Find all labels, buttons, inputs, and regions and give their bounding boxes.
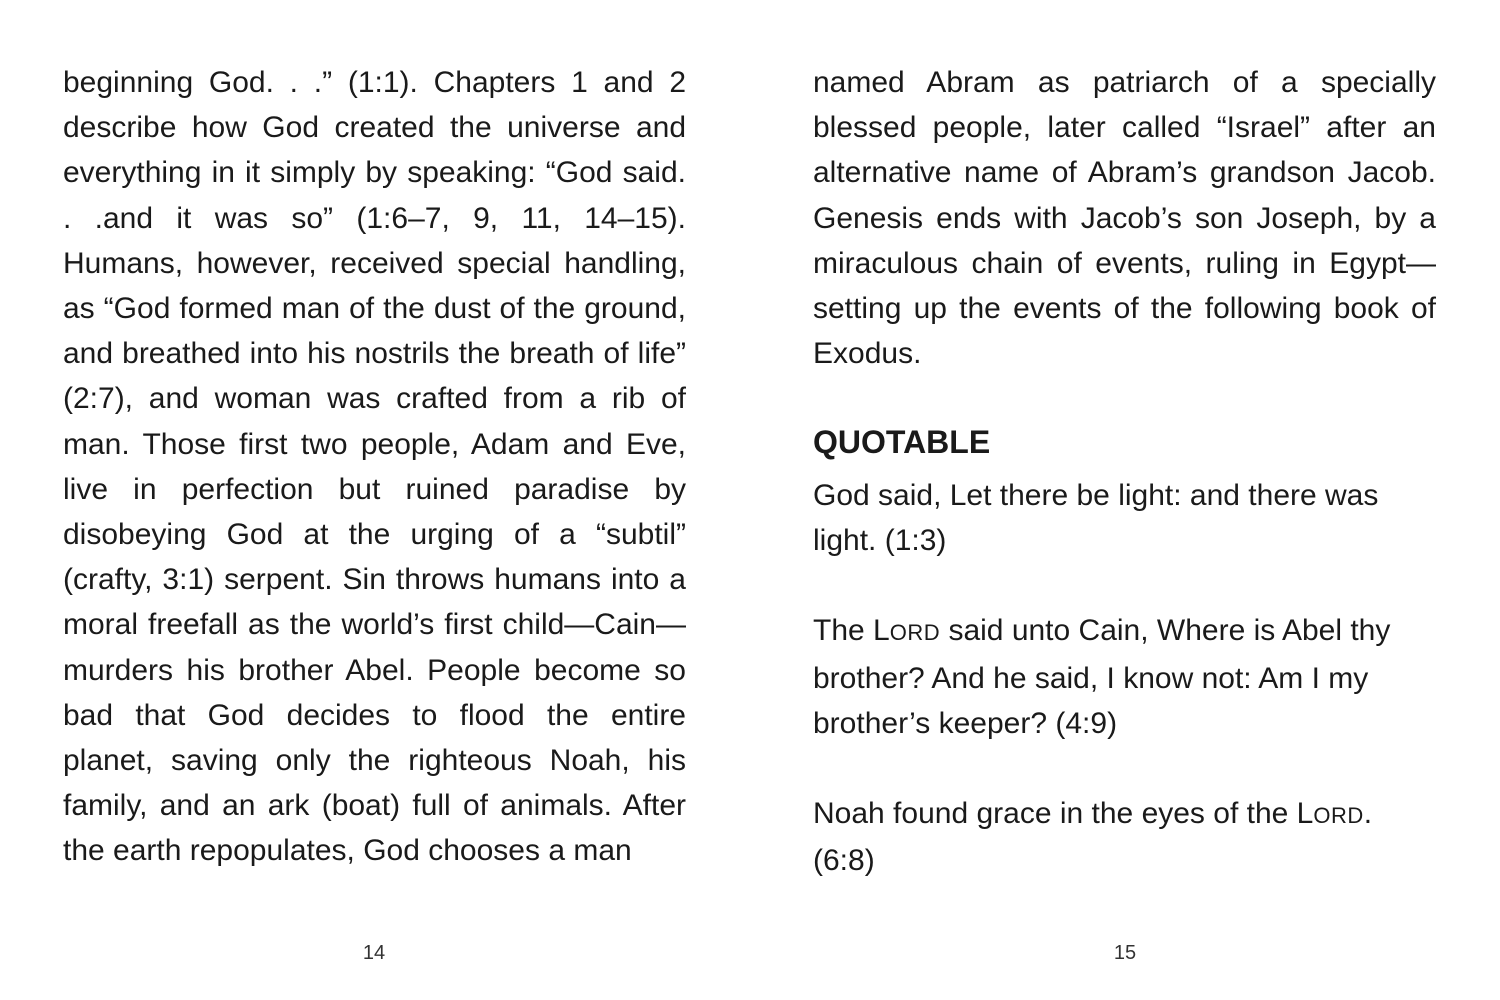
lord-small-caps-first: L: [873, 614, 890, 648]
quote-3-before: Noah found grace in the eyes of the: [813, 797, 1297, 831]
quote-2: [813, 608, 1436, 746]
lord-small-caps-first: L: [1296, 797, 1314, 831]
quote-3-after: . (6:8): [813, 797, 1373, 878]
quotable-heading: QUOTABLE: [813, 424, 991, 460]
lord-small-caps-rest: ORD: [889, 620, 941, 646]
lord-small-caps-rest: ORD: [1313, 803, 1364, 829]
right-page-number: 15: [1113, 942, 1137, 964]
left-page-paragraph: beginning God. . .” (1:1). Chapters 1 and 2 describe how God created the universe and everything in it simply by speaking: “God said. . .and it was so” (1:6–7, 9, 11, 14–15). Humans, however, received special handling, as “God formed man of the dust of the ground, and breathed into his nostrils the breath of life” (2:7), and woman was crafted from a rib of man. Those first two people, Adam and Eve, live in perfection but ruined paradise by disobeying God at the urging of a “subtil” (crafty, 3:1) serpent. Sin throws humans into a moral freefall as the world’s first child—Cain—murders his brother Abel. People become so bad that God decides to flood the entire planet, saving only the righteous Noah, his family, and an ark (boat) full of animals. After the earth repopulates, God chooses a man: [63, 66, 686, 868]
quote-2-before: The: [813, 614, 874, 648]
quotes-section: [813, 473, 1436, 928]
left-page-number: 14: [362, 942, 386, 964]
quote-2-after: said unto Cain, Where is Abel thy brother? And he said, I know not: Am I my brother’s keeper? (4:9): [813, 614, 1391, 740]
right-page: [750, 0, 1500, 1000]
quote-3: [813, 791, 1436, 883]
quote-1: God said, Let there be light: and there was light. (1:3): [813, 479, 1379, 558]
right-page-paragraph: named Abram as patriarch of a specially blessed people, later called “Israel” after an alternative name of Abram’s grandson Jacob. Genesis ends with Jacob’s son Joseph, by a miraculous chain of events, ruling in Egypt—setting up the events of the following book of Exodus.: [813, 66, 1436, 371]
